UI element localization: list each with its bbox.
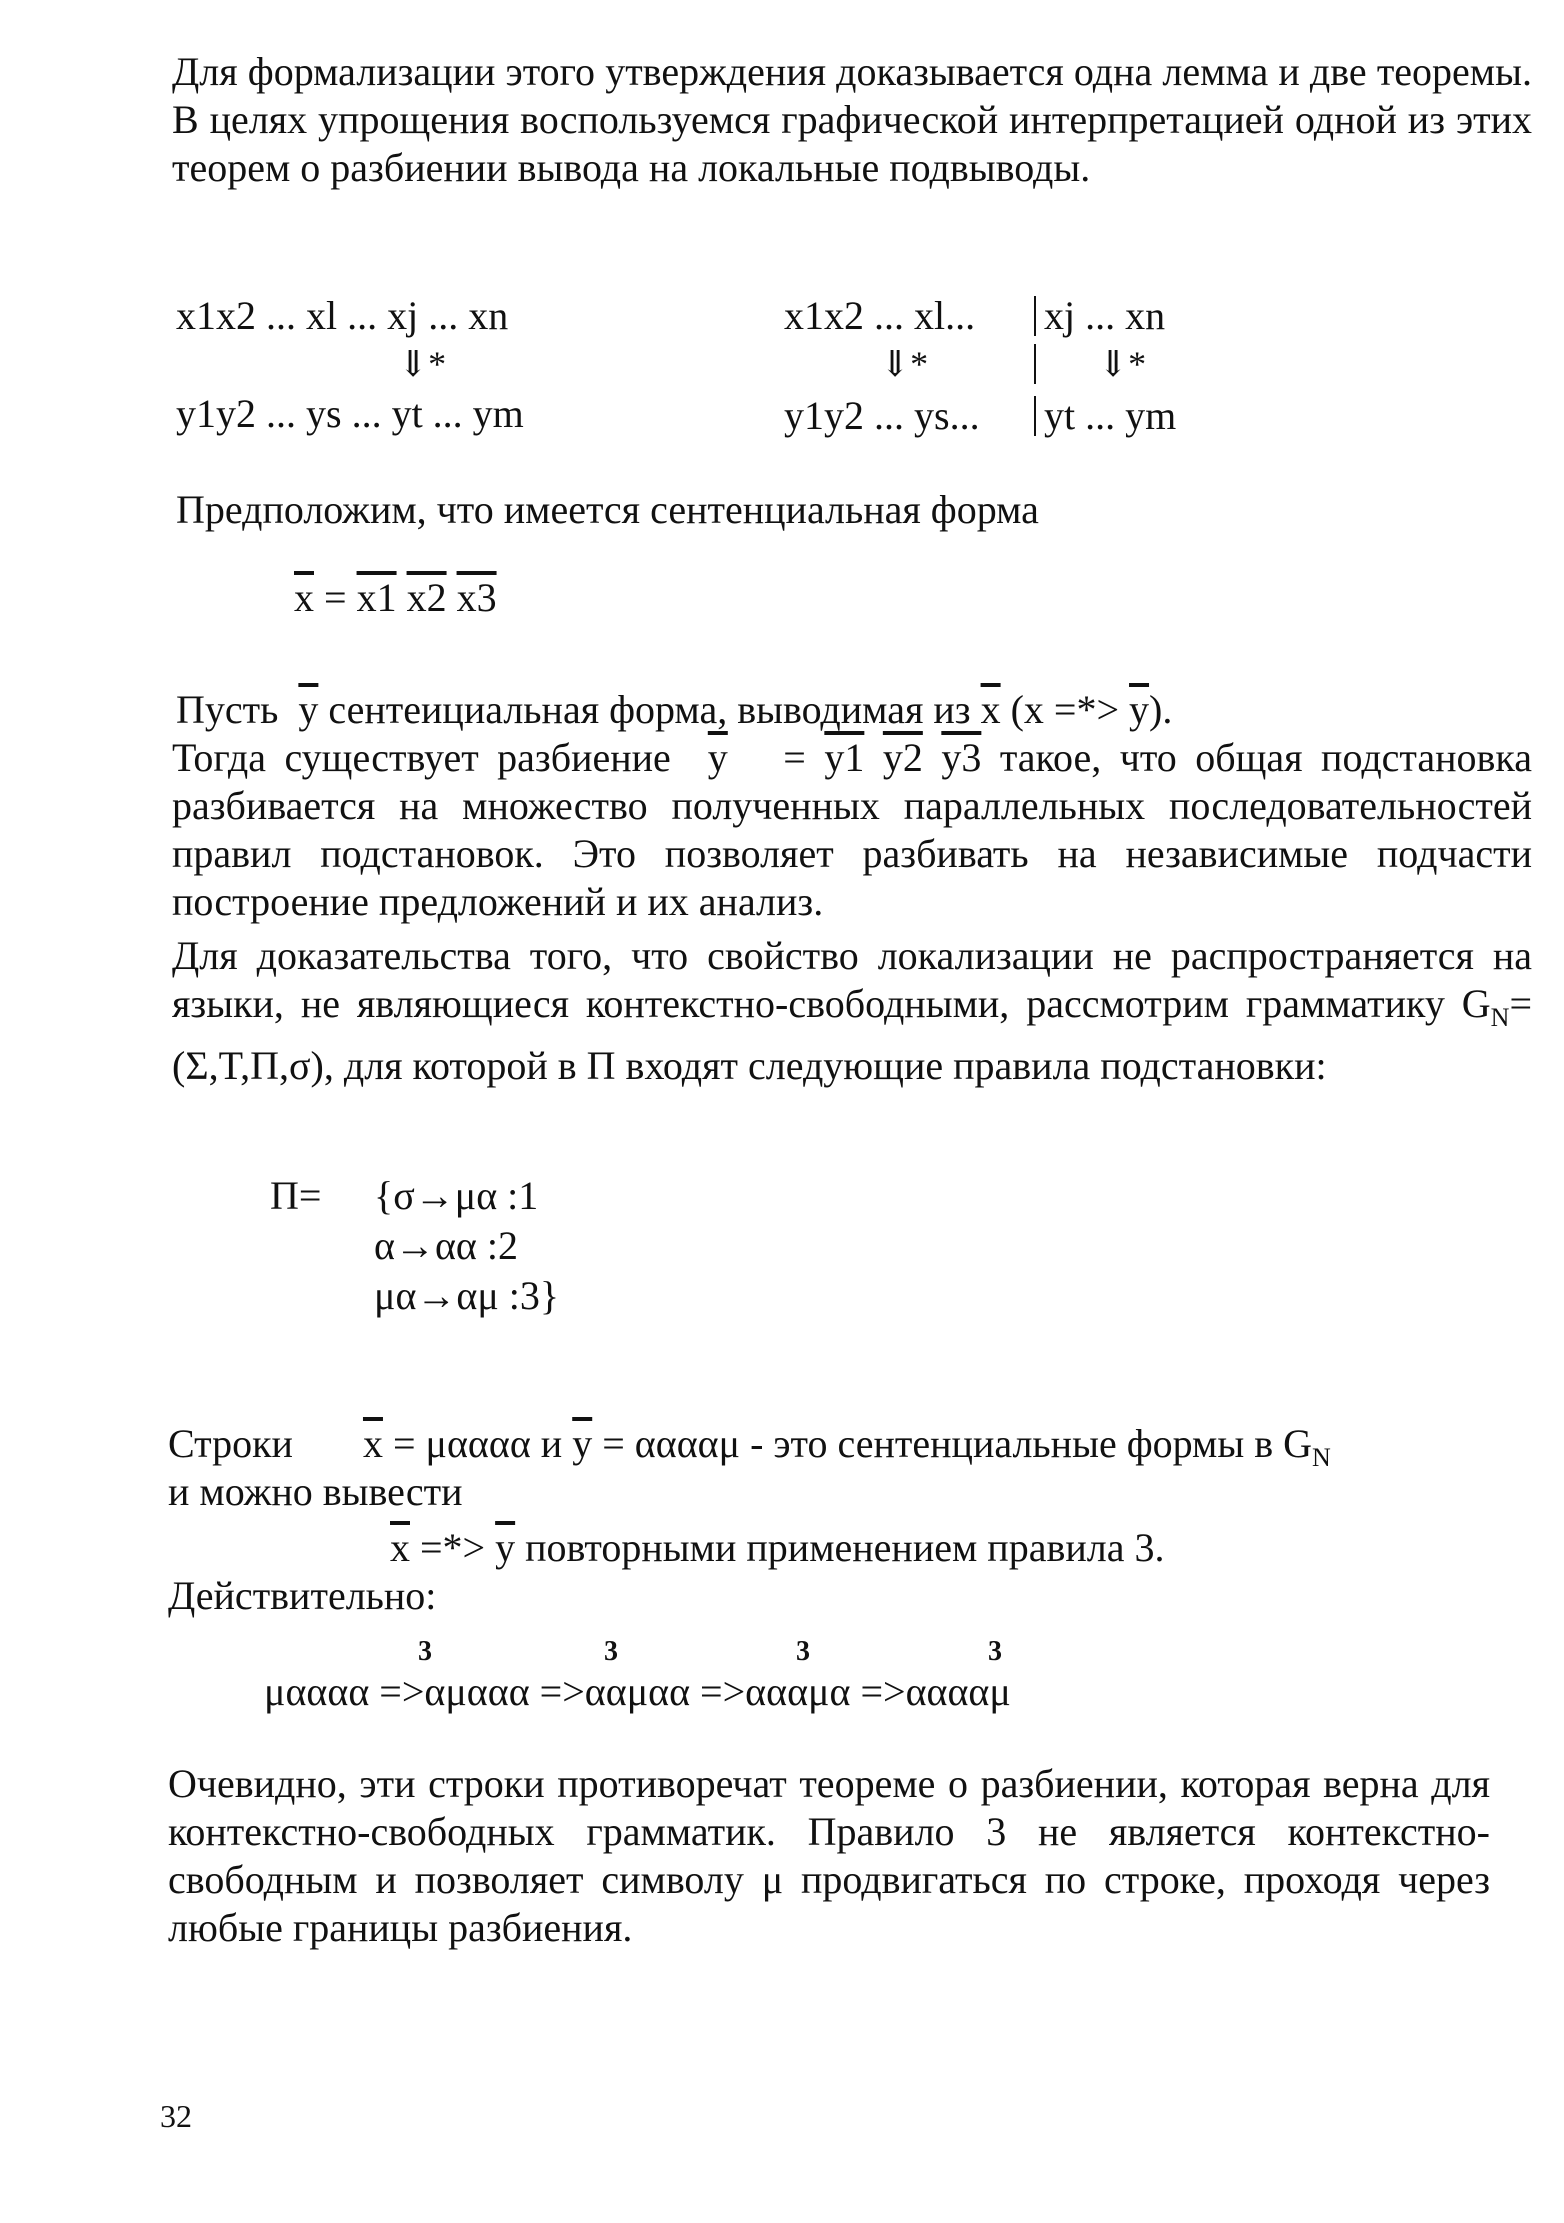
partition-bar bbox=[1034, 296, 1036, 336]
suppose-line: Предположим, что имеется сентенциальная форма bbox=[176, 487, 1039, 532]
equals-sign: = bbox=[764, 735, 825, 780]
x1-bar: x1 bbox=[356, 575, 397, 620]
x-bar: $\overline{x}$ bbox=[362, 1421, 383, 1466]
let-line bbox=[176, 686, 1172, 734]
x-bar: $\overline{x}$ bbox=[980, 687, 1001, 732]
formula-x bbox=[294, 574, 497, 622]
diagram-right-top-right: xj ... xn bbox=[1044, 293, 1166, 338]
diagram-left-top: x1x2 ... xl ... xj ... xn bbox=[176, 293, 509, 338]
y-bar: $\overline{y}$ bbox=[1129, 687, 1150, 732]
repeat-line bbox=[390, 1524, 1164, 1572]
x3-bar: x3 bbox=[456, 575, 497, 620]
diagram-left-bottom: y1y2 ... ys ... yt ... ym bbox=[176, 391, 524, 436]
let-middle: сентеициальная форма, выводимая из bbox=[318, 687, 981, 732]
x-value: = μαααα и bbox=[382, 1421, 573, 1466]
then-rest: такое, что общая подстановка разбивается на множество полученных параллельных последовательностей правил подстановок. Это позволяет разбивать на независимые подчасти построение предложений и их анализ. bbox=[172, 735, 1533, 924]
then-start: Тогда существует разбиение bbox=[172, 735, 690, 780]
then-paragraph bbox=[172, 734, 1532, 926]
x-bar: $\overline{x}$ bbox=[294, 575, 314, 620]
rule-3: μα→αμ :3} bbox=[374, 1273, 560, 1318]
proof-text-b: =(Σ,T,Π,σ), для которой в Π входят следующие правила подстановки: bbox=[172, 981, 1532, 1088]
y-value: = ααααμ bbox=[592, 1421, 741, 1466]
diagram-right-top-left: x1x2 ... xl... bbox=[784, 293, 976, 338]
strings-prefix: Строки bbox=[168, 1421, 293, 1466]
partition-bar bbox=[1034, 396, 1036, 436]
rule-label: 3 bbox=[418, 1636, 432, 1667]
page-number: 32 bbox=[160, 2098, 192, 2134]
diagram-right-bottom-left: y1y2 ... ys... bbox=[784, 393, 980, 438]
subscript-n: N bbox=[1490, 1003, 1510, 1032]
y-bar: $\overline{y}$ bbox=[707, 735, 728, 780]
x-bar: $\overline{x}$ bbox=[390, 1525, 410, 1570]
x2-bar: x2 bbox=[406, 575, 447, 620]
strings-suffix: - это сентенциальные формы в G bbox=[740, 1421, 1312, 1466]
diagram-right-arrow-right: ⇓* bbox=[1098, 344, 1147, 384]
diagram-right-arrow-left: ⇓* bbox=[880, 344, 929, 384]
derivation-chain: μαααα =>αμααα =>ααμαα =>αααμα =>ααααμ bbox=[264, 1669, 1011, 1714]
diagram-left-arrow: ⇓* bbox=[398, 344, 447, 384]
rule-label: 3 bbox=[604, 1636, 618, 1667]
proof-text-a: Для доказательства того, что свойство локализации не распространяется на языки, не являющиеся контекстно-свободными, рассмотрим грамматику G bbox=[172, 933, 1532, 1026]
y3-bar: y3 bbox=[941, 735, 982, 780]
let-prefix: Пусть bbox=[176, 687, 279, 732]
diagram-right-bottom-right: yt ... ym bbox=[1044, 393, 1177, 438]
y2-bar: y2 bbox=[882, 735, 923, 780]
y-bar: $\overline{y}$ bbox=[495, 1525, 516, 1570]
y1-bar: y1 bbox=[824, 735, 865, 780]
rule-2: α→αα :2 bbox=[374, 1223, 518, 1268]
conclusion-paragraph: Очевидно, эти строки противоречат теореме о разбиении, которая верна для контекстно-свободных грамматик. Правило 3 не является контекстно-свободным и позволяет символу μ продвигаться по строке, проходя через любые границы разбиения. bbox=[168, 1761, 1490, 1950]
rule-label: 3 bbox=[796, 1636, 810, 1667]
rule-label: 3 bbox=[988, 1636, 1002, 1667]
rules-label: Π= bbox=[270, 1173, 322, 1218]
equals-sign: = bbox=[314, 575, 357, 620]
partition-bar bbox=[1034, 344, 1036, 384]
indeed-line: Действительно: bbox=[168, 1573, 437, 1618]
y-bar: $\overline{y}$ bbox=[298, 687, 319, 732]
rule-1: {σ→μα :1 bbox=[374, 1173, 539, 1218]
intro-paragraph: Для формализации этого утверждения доказывается одна лемма и две теоремы. В целях упрощения воспользуемся графической интерпретацией одной из этих теорем о разбиении вывода на локальные подвыводы. bbox=[172, 49, 1532, 190]
y-bar: $\overline{y}$ bbox=[572, 1421, 593, 1466]
let-paren-close: ). bbox=[1149, 687, 1173, 732]
repeat-rest: повторными применением правила 3. bbox=[515, 1525, 1165, 1570]
derive-line: и можно вывести bbox=[168, 1469, 463, 1514]
proof-paragraph bbox=[172, 932, 1532, 1090]
subscript-n: N bbox=[1311, 1443, 1331, 1472]
derive-arrow: =*> bbox=[410, 1525, 496, 1570]
let-paren-open: (x =*> bbox=[1000, 687, 1130, 732]
